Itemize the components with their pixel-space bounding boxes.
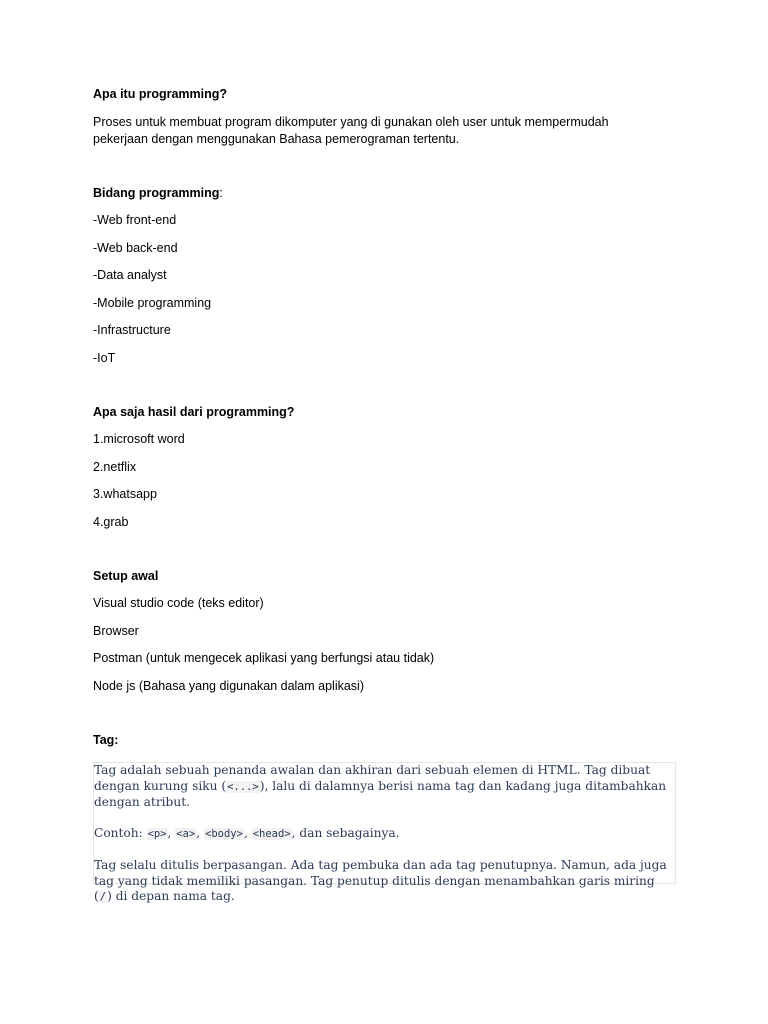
- heading-bold-text: Bidang programming: [93, 185, 220, 200]
- list-item: 1.microsoft word: [93, 432, 185, 446]
- tag-paragraph-1: [94, 763, 669, 811]
- code-angle-brackets: <...>: [227, 780, 259, 793]
- section-heading-tag: Tag:: [93, 732, 119, 747]
- tag-para1-text-b: ), lalu di dalamnya berisi nama tag dan kadang juga ditambahkan dengan atribut.: [94, 778, 667, 809]
- code-p-tag: <p>: [147, 828, 167, 840]
- definition-line-2: pekerjaan dengan menggunakan Bahasa pemerograman tertentu.: [93, 131, 460, 146]
- list-item: 3.whatsapp: [93, 487, 157, 501]
- list-item: Browser: [93, 623, 139, 638]
- document-body: [93, 86, 683, 749]
- list-item: -Data analyst: [93, 268, 167, 282]
- separator: ,: [243, 826, 252, 840]
- list-item: -Infrastructure: [93, 323, 171, 337]
- tag-paragraph-3: [94, 858, 669, 906]
- code-body-tag: <body>: [205, 828, 243, 840]
- list-item: -IoT: [93, 350, 116, 365]
- heading-colon: :: [219, 185, 223, 200]
- section-heading-setup-awal: Setup awal: [93, 568, 159, 583]
- separator: ,: [196, 826, 205, 840]
- contoh-label: Contoh:: [94, 826, 147, 840]
- list-item: Node js (Bahasa yang digunakan dalam aplikasi): [93, 678, 364, 693]
- code-head-tag: <head>: [252, 828, 291, 840]
- list-item: -Web front-end: [93, 213, 177, 227]
- tag-para3-text-b: ) di depan nama tag.: [107, 889, 235, 903]
- tag-explanation-box: [93, 762, 676, 903]
- list-item: Visual studio code (teks editor): [93, 596, 264, 610]
- tag-para1-text-a: Tag adalah sebuah penanda awalan dan akhiran dari sebuah elemen di HTML. Tag dibuat dengan kurung siku (: [94, 763, 651, 793]
- list-item: Postman (untuk mengecek aplikasi yang berfungsi atau tidak): [93, 651, 435, 665]
- section-heading-bidang-programming: [93, 185, 683, 202]
- section-heading-hasil-programming: Apa saja hasil dari programming?: [93, 404, 295, 419]
- contoh-tail: , dan sebagainya.: [291, 826, 400, 840]
- list-item: 2.netflix: [93, 459, 137, 474]
- tag-para3-text-a: Tag selalu ditulis berpasangan. Ada tag pembuka dan ada tag penutupnya. Namun, ada juga tag yang tidak memiliki pasangan. Tag penutup ditulis dengan menambahkan garis miring (: [94, 858, 667, 903]
- code-a-tag: <a>: [176, 828, 196, 840]
- tag-paragraph-2: [94, 826, 669, 843]
- list-item: 4.grab: [93, 514, 129, 529]
- code-slash: /: [99, 891, 107, 903]
- list-item: -Mobile programming: [93, 295, 212, 310]
- section-heading-apa-itu-programming: Apa itu programming?: [93, 87, 228, 101]
- separator: ,: [167, 826, 176, 840]
- definition-line-1: Proses untuk membuat program dikomputer yang di gunakan oleh user untuk mempermudah: [93, 114, 609, 129]
- list-item: -Web back-end: [93, 240, 178, 255]
